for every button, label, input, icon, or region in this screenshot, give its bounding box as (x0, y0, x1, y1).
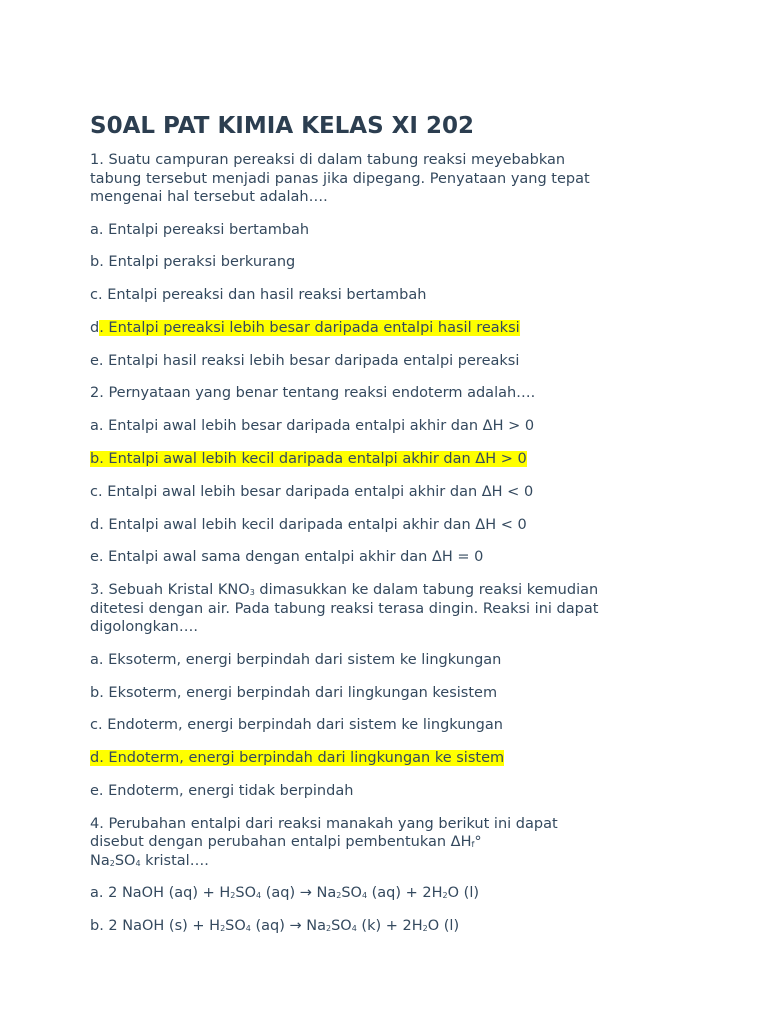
q3-option-e: e. Endoterm, energi tidak berpindah (90, 782, 354, 799)
q3-option-d (90, 749, 610, 768)
q1-option-b: b. Entalpi peraksi berkurang (90, 254, 296, 271)
q4a-t1: a. 2 NaOH (aq) + H (90, 885, 231, 902)
q4b-t2: SO (225, 918, 246, 935)
question-4 (90, 815, 610, 871)
q4-text-1: 4. Perubahan entalpi dari reaksi manakah yang berikut ini dapat disebut dengan perubahan entalpi pembentukan ΔH (90, 815, 558, 851)
q4-degree: ° (474, 834, 482, 851)
q1-option-d-letter: d (90, 319, 100, 336)
q4b-s5: 2 (422, 924, 428, 934)
q2-option-b (90, 450, 610, 469)
q3-text-2: dimasukkan ke dalam tabung reaksi kemudian ditetesi dengan air. Pada tabung reaksi terasa dingin. Reaksi ini dapat digolongkan…. (90, 582, 599, 636)
q4a-t6: O (l) (447, 885, 480, 902)
q4-sub-2: 2 (109, 858, 115, 868)
q2-option-b-highlight: b. Entalpi awal lebih kecil daripada entalpi akhir dan ΔH > 0 (90, 451, 527, 468)
q4-sub-4: 4 (135, 858, 141, 868)
q4b-t5: (k) + 2H (356, 918, 423, 935)
document-page (90, 111, 610, 950)
q4-option-a (90, 884, 610, 903)
q4b-s4: 4 (351, 924, 357, 934)
q4b-t6: O (l) (427, 918, 460, 935)
q2-option-c: c. Entalpi awal lebih besar daripada entalpi akhir dan ΔH < 0 (90, 483, 534, 500)
q2-option-e: e. Entalpi awal sama dengan entalpi akhir dan ΔH = 0 (90, 549, 484, 566)
q3-option-c: c. Endoterm, energi berpindah dari sistem ke lingkungan (90, 717, 503, 734)
q4a-s2: 4 (256, 891, 262, 901)
q4-kristal: kristal…. (140, 852, 209, 869)
q4-sub-f: f (471, 840, 475, 850)
q1-option-e: e. Entalpi hasil reaksi lebih besar daripada entalpi pereaksi (90, 352, 520, 369)
q1-option-a: a. Entalpi pereaksi bertambah (90, 221, 310, 238)
q4a-s1: 2 (230, 891, 236, 901)
q4a-s3: 2 (336, 891, 342, 901)
q4-na: Na (90, 852, 110, 869)
q1-option-d (90, 319, 610, 338)
q4b-s3: 2 (326, 924, 332, 934)
q3-subscript: 3 (249, 588, 255, 598)
q4a-s4: 4 (361, 891, 368, 901)
q1-option-c: c. Entalpi pereaksi dan hasil reaksi bertambah (90, 287, 427, 304)
page-title: S0AL PAT KIMIA KELAS XI 202 (90, 113, 474, 139)
q3-option-b: b. Eksoterm, energi berpindah dari lingkungan kesistem (90, 684, 498, 701)
q4b-t3: (aq) → Na (250, 918, 326, 935)
question-2: 2. Pernyataan yang benar tentang reaksi endoterm adalah…. (90, 385, 536, 402)
question-3 (90, 581, 610, 637)
q4b-t1: b. 2 NaOH (s) + H (90, 918, 221, 935)
q4a-t5: (aq) + 2H (367, 885, 443, 902)
q4a-t2: SO (235, 885, 256, 902)
q4a-s5: 2 (442, 891, 448, 901)
q2-option-d: d. Entalpi awal lebih kecil daripada entalpi akhir dan ΔH < 0 (90, 516, 527, 533)
q3-option-a: a. Eksoterm, energi berpindah dari sistem ke lingkungan (90, 651, 502, 668)
q2-option-a: a. Entalpi awal lebih besar daripada entalpi akhir dan ΔH > 0 (90, 418, 535, 435)
q3-option-d-highlight: d. Endoterm, energi berpindah dari lingkungan ke sistem (90, 750, 505, 767)
question-1: 1. Suatu campuran pereaksi di dalam tabung reaksi meyebabkan tabung tersebut menjadi panas jika dipegang. Penyataan yang tepat mengenai hal tersebut adalah…. (90, 152, 590, 205)
q1-option-d-highlight: . Entalpi pereaksi lebih besar daripada entalpi hasil reaksi (99, 319, 520, 336)
q4a-t4: SO (341, 885, 362, 902)
q4b-t4: SO (331, 918, 352, 935)
q3-text-1: 3. Sebuah Kristal KNO (90, 582, 250, 599)
q4b-s1: 2 (220, 924, 226, 934)
q4-so: SO (114, 852, 136, 869)
q4b-s2: 4 (245, 924, 251, 934)
q4a-t3: (aq) → Na (261, 885, 337, 902)
q4-option-b (90, 917, 610, 936)
